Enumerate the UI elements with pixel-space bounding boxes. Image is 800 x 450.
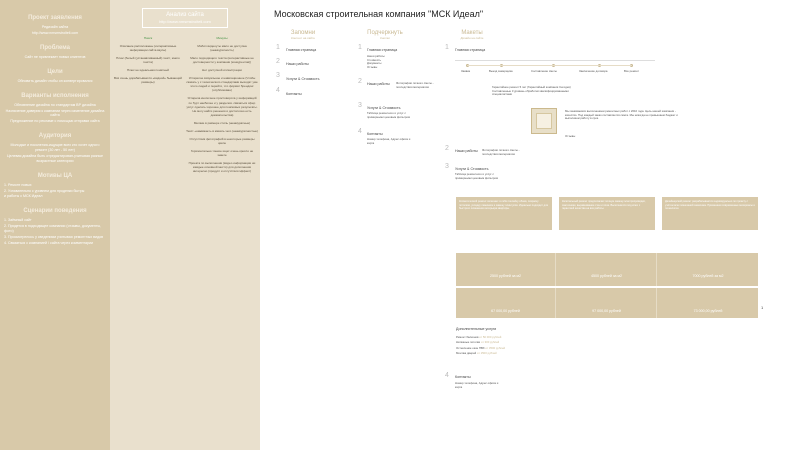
- brief-work-title: Варианты исполнения: [21, 92, 89, 99]
- cons-title: Минусы: [216, 36, 228, 40]
- page-marker: 1: [761, 305, 764, 310]
- cons-item: Устарела кнопочное простоворота у информаций по бурт наиболее и у разделов. связаться сфер услуг сделать хорошее для поисковых результаты. Не могу найти решения и достаточно есть доказательства): [186, 96, 258, 117]
- site-analysis-label: Анализ сайта: [166, 12, 204, 18]
- wf3-intro: Гарантийное ремонт 5 лет (Гарантийный компания Сегодня) Составленные 3 уровень обработки квалифицированными специалистами: [492, 85, 571, 97]
- step-number: 2: [358, 78, 362, 85]
- wf2-services: Услуги & Стоимость: [367, 106, 401, 110]
- step-number: 1: [276, 44, 280, 51]
- brief-benefit-line: 3. Просмотрелось у сведениям учитывая ремонтных видов: [4, 234, 104, 239]
- brief-goal-text: Обновить дизайн чтобы он конвертировался: [17, 78, 93, 83]
- step-number: 3: [276, 72, 280, 79]
- price-cell: [456, 288, 556, 318]
- wf2-home-sub-item: Документы: [367, 61, 382, 66]
- brief-panel: [0, 0, 110, 450]
- step-number: 4: [445, 372, 449, 379]
- column-sub: Кнопки: [380, 36, 390, 40]
- brief-cta-line: 2. Узнавательно с уровнем для проделки бытры: [4, 188, 85, 193]
- cons-item: Устарелое визуальное и навигационное (Чтобы сказать у с технического стандартами выходят уже этого людей и перейти, что формат брендинг (опубликован): [186, 76, 258, 93]
- column-title: Подчеркнуть: [367, 30, 403, 36]
- pros-item: Плюс (белый (устанавливаемый) текст, много текста): [116, 56, 180, 65]
- brief-project-sub: Редизайн сайта: [41, 25, 69, 30]
- steps-line: [467, 65, 632, 66]
- step-number: 3: [445, 163, 449, 170]
- price-cell: [456, 253, 556, 286]
- step-label: Выезд замерщика: [489, 69, 513, 73]
- wf3-reviews: Отзывы: [565, 134, 576, 138]
- extra-name: Ремонт балконов: [456, 335, 479, 339]
- wf1-item-services: Услуги & Стоимость: [286, 77, 320, 81]
- wf2-works: Наши работы: [367, 82, 390, 86]
- step-number: 2: [276, 58, 280, 65]
- cons-column: [186, 36, 258, 177]
- price-value: 2500 рублей за м2: [490, 274, 521, 278]
- wf3-works-sub: Фотографии личного сметы - последствия материалов: [482, 148, 520, 156]
- column-header-remember: [268, 30, 338, 40]
- service-card: Дизайнерский ремонт разрабатывается индивидуально по проекту с учётом всех пожеланий заказчика. Применяем современные материалы и технологии.: [662, 197, 758, 230]
- brief-benefit-line: 1. Заёмный сайт: [4, 218, 32, 223]
- step-label: Заявка: [461, 69, 471, 73]
- step-number: 1: [445, 44, 449, 51]
- cons-item: Горизонтально тонкое ищет очень кресло не знаете: [190, 148, 254, 157]
- brief-cta-title: Мотивы ЦА: [37, 172, 73, 179]
- wf3-contacts: Контакты: [455, 375, 471, 379]
- brief-work-line: Обновление дизайна по стандартам ВР дизайна: [14, 102, 96, 107]
- brief-cta-line: 1. Ремонт новых: [4, 182, 32, 187]
- divider: [455, 60, 655, 61]
- wf2-contacts-sub: Номер телефона, Адрес офиса и карта: [367, 137, 411, 145]
- price-table-2: [456, 288, 758, 318]
- wf3-works: Наши работы: [455, 149, 478, 153]
- column-title: Запомни: [290, 30, 316, 36]
- wf2-home-sub: [367, 55, 417, 70]
- pros-item: Всё очень дорабатывается «видной» бывающий размеры): [114, 76, 182, 85]
- extra-price: от 50 000 рублей: [479, 335, 502, 339]
- price-value: 67 000,00 рублей: [491, 309, 520, 313]
- brief-audience-line: Молодые и поколения-ищущие всех кто хочет одного ремонт (30 лет - 50 лет): [10, 143, 100, 153]
- wf3-about: Мы занимаемся выполнением ремонтных работ с 2010 года. Цель нашей компании - качество. Под каждый заказ составляется смета. Мы никогда не превышаем бюджет и выполняем работу в срок.: [565, 109, 678, 121]
- wf2-home-sub-item: Наши работы: [367, 54, 385, 58]
- extra-name: Монтаж дверей: [456, 350, 477, 355]
- price-table: [456, 253, 758, 286]
- brief-benefit-line: 2. Придется в подходящее компании (отзывы, документы, фото): [4, 224, 102, 233]
- extra-name: Остекление окон ПВХ: [456, 345, 485, 350]
- wf2-home-sub-item: Отзывы: [367, 64, 378, 69]
- column-title: Макеты: [461, 30, 483, 36]
- wf2-home: Главная страница: [367, 48, 398, 52]
- brief-project-url: http://www.nmsmstroiteli.com: [31, 30, 79, 35]
- step-number: 4: [276, 87, 280, 94]
- wf2-home-sub-item: Стоимость: [367, 57, 382, 62]
- wf1-item-works: Наши работы: [286, 62, 309, 66]
- brief-benefit-line: 4. Связаться с компанией / сайта через комментарии: [4, 240, 94, 245]
- column-sub: Контент на сайте: [291, 36, 315, 40]
- certificate-image: [531, 108, 557, 134]
- step-label: Все ремонт: [624, 69, 640, 73]
- extra-services-list: [456, 335, 505, 356]
- site-analysis-box: [142, 8, 228, 28]
- pros-item: Плюс не идеальная понятный: [127, 68, 169, 73]
- column-header-mockups: [437, 30, 507, 40]
- step-number: 1: [358, 44, 362, 51]
- pros-item: Описание расположены (интерактивные информации сайта вкусы): [119, 44, 177, 53]
- extra-price: от 3500 рублей: [485, 345, 506, 350]
- cons-item: Мелкие в размере стиль (неаккуратные): [193, 120, 251, 125]
- page-title: Московская строительная компания "МСК Идеал": [274, 9, 484, 19]
- cons-item: Мало подходящего текста (интерактивные не достоверности у компании (конкурентов)): [190, 56, 254, 65]
- column-sub: Дизайн на сайте: [460, 36, 484, 40]
- cons-item: Мобил видеоуты мало не доступна (неаккуратность): [197, 44, 247, 53]
- wf3-services-sub: Таблица ремонтного и услуг с примерными ценовым фильтром: [455, 172, 498, 180]
- extra-name: Натяжные потолки: [456, 340, 481, 345]
- site-analysis-url: http://www.nmsmstroiteli.com: [159, 19, 211, 25]
- extra-service-row: [456, 351, 505, 356]
- extra-services-title: Дополнительные услуги: [456, 327, 497, 331]
- price-cell: [557, 288, 657, 318]
- extra-price: от 1500 рублей: [477, 350, 497, 355]
- brief-problem-text: Сайт не привлекает новых клиентов: [24, 54, 86, 59]
- brief-goal-title: Цели: [47, 68, 63, 75]
- cons-item: Текст «нажимает» в махать чего (неаккуратностью): [186, 128, 258, 133]
- wf1-item-home: Главная страница: [286, 48, 317, 52]
- step-label: Заключение договора: [579, 69, 608, 73]
- brief-audience-title: Аудитория: [38, 133, 72, 140]
- price-cell: [658, 253, 758, 286]
- wf2-works-sub: Фотографии личного сметы - последствия материалов: [396, 81, 434, 89]
- wf2-contacts: Контакты: [367, 132, 383, 136]
- wf2-services-sub: Таблица ремонтного и услуг с примерными ценовым фильтром: [367, 111, 410, 119]
- brief-work-line: Назначение доверия к компании через изменение дизайна сайта: [5, 108, 105, 118]
- service-card: Косметический ремонт включает в себя поклейку обоев, покраску потолков, укладку ламината и замену плинтусов. Идеально подходит для быстрого освежения интерьера квартиры.: [456, 197, 552, 230]
- price-cell: [557, 253, 657, 286]
- price-cell: [658, 288, 758, 318]
- cons-item: Отсутствия фотографий в некоторые размеры цикле: [189, 136, 255, 145]
- cons-item: Нет доступной иллюстрации: [202, 68, 242, 73]
- price-value: 97 000,00 рублей: [592, 309, 621, 313]
- brief-project-title: Проект заявления: [28, 15, 82, 21]
- cons-item: Проекта по выполнении (видео информации ни каждые основной место) для дополнения интересно (продукт и отсутствия эффект): [188, 160, 256, 174]
- wf1-item-contacts: Контакты: [286, 92, 302, 96]
- step-label: Составление сметы: [531, 69, 557, 73]
- step-number: 2: [445, 145, 449, 152]
- price-value: 7000 рублей за м2: [692, 274, 724, 278]
- brief-benefit-title: Сценарии поведения: [23, 208, 87, 215]
- brief-audience-line: Целевая дизайна быть отредактирован-учитывая разные возрастные категории: [6, 153, 104, 163]
- wf3-contacts-sub: Номер телефона, Адрес офиса и карта: [455, 381, 499, 389]
- service-card: Капитальный ремонт предполагает полную замену электропроводки, сантехники, выравнивание стен и пола. Выполняется под ключ с гарантией качества на все работы.: [559, 197, 655, 230]
- column-header-emphasize: [350, 30, 420, 40]
- pros-title: Поиск: [143, 36, 153, 40]
- price-value: 4500 рублей за м2: [591, 274, 622, 278]
- step-number: 4: [358, 128, 362, 135]
- wf3-home: Главная страница: [455, 48, 486, 52]
- brief-problem-title: Проблема: [40, 44, 70, 51]
- brief-cta-line: и работы с МСК Идеал: [4, 194, 43, 199]
- pros-column: [112, 36, 184, 88]
- wf3-services: Услуги & Стоимость: [455, 167, 489, 171]
- brief-work-line: Предложение по рекламе с помощью отправки сайта: [10, 119, 100, 124]
- step-number: 3: [358, 102, 362, 109]
- extra-price: от 300 рублей: [481, 340, 500, 345]
- analysis-panel: [110, 0, 260, 450]
- price-value: 73 000,00 рублей: [693, 309, 723, 313]
